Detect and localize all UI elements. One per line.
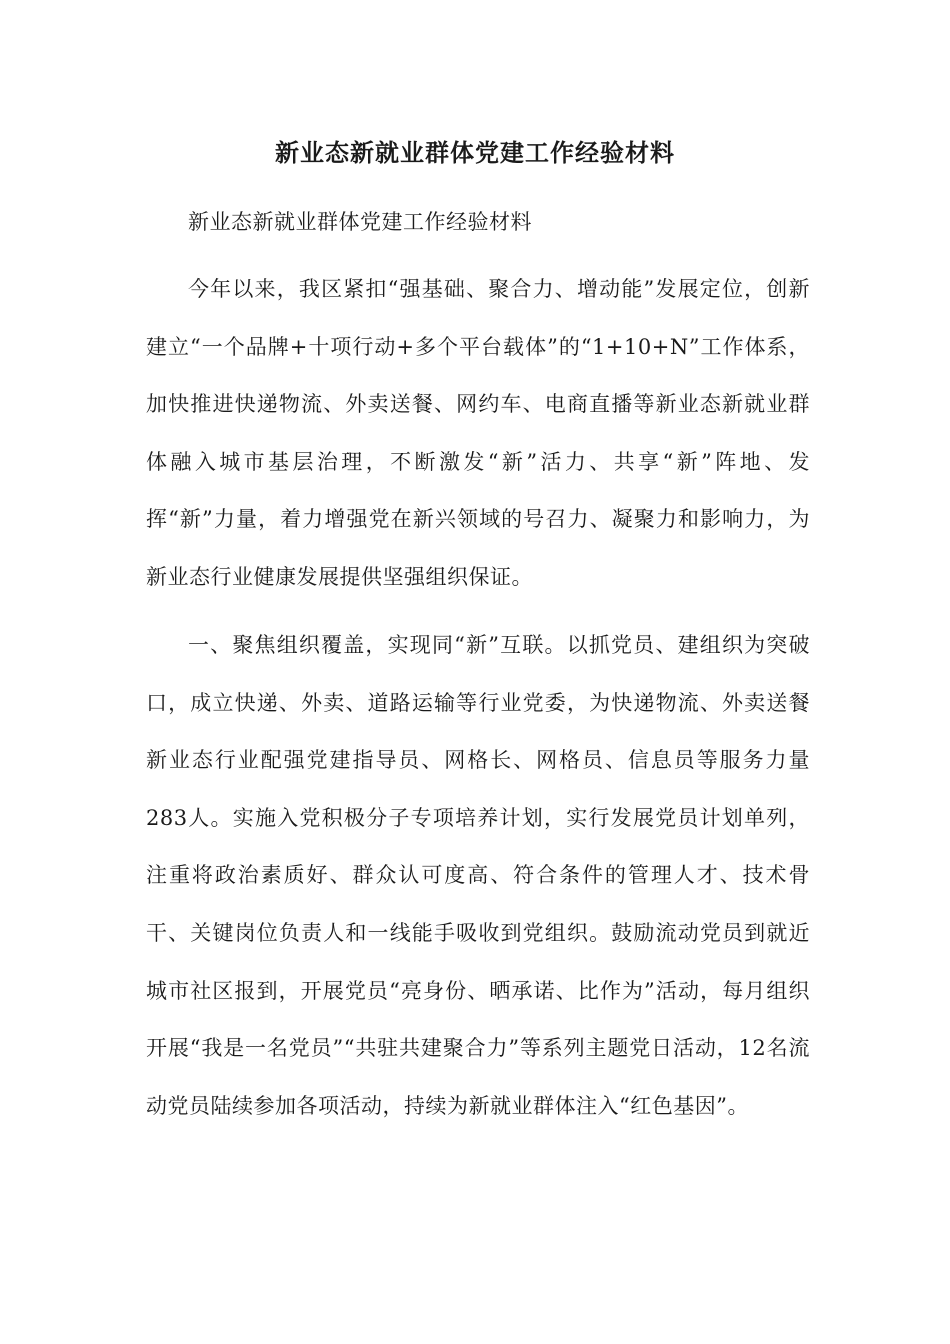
document-title: 新业态新就业群体党建工作经验材料 [275,138,675,167]
document-subtitle: 新业态新就业群体党建工作经验材料 [188,210,532,234]
paragraph-section-one: 一、聚焦组织覆盖，实现同“新”互联。以抓党员、建组织为突破口，成立快递、外卖、道路运输等行业党委，为快递物流、外卖送餐新业态行业配强党建指导员、网格长、网格员、信息员等服务力量283人。实施入党积极分子专项培养计划，实行发展党员计划单列，注重将政治素质好、群众认可度高、符合条件的管理人才、技术骨干、关键岗位负责人和一线能手吸收到党组织。鼓励流动党员到就近城市社区报到，开展党员“亮身份、晒承诺、比作为”活动，每月组织开展“我是一名党员”“共驻共建聚合力”等系列主题党日活动，12名流动党员陆续参加各项活动，持续为新就业群体注入“红色基因”。 [146,633,810,1118]
paragraph-intro: 今年以来，我区紧扣“强基础、聚合力、增动能”发展定位，创新建立“一个品牌+十项行动+多个平台载体”的“1+10+N”工作体系，加快推进快递物流、外卖送餐、网约车、电商直播等新业态新就业群体融入城市基层治理，不断激发“新”活力、共享“新”阵地、发挥“新”力量，着力增强党在新兴领域的号召力、凝聚力和影响力，为新业态行业健康发展提供坚强组织保证。 [146,277,810,589]
